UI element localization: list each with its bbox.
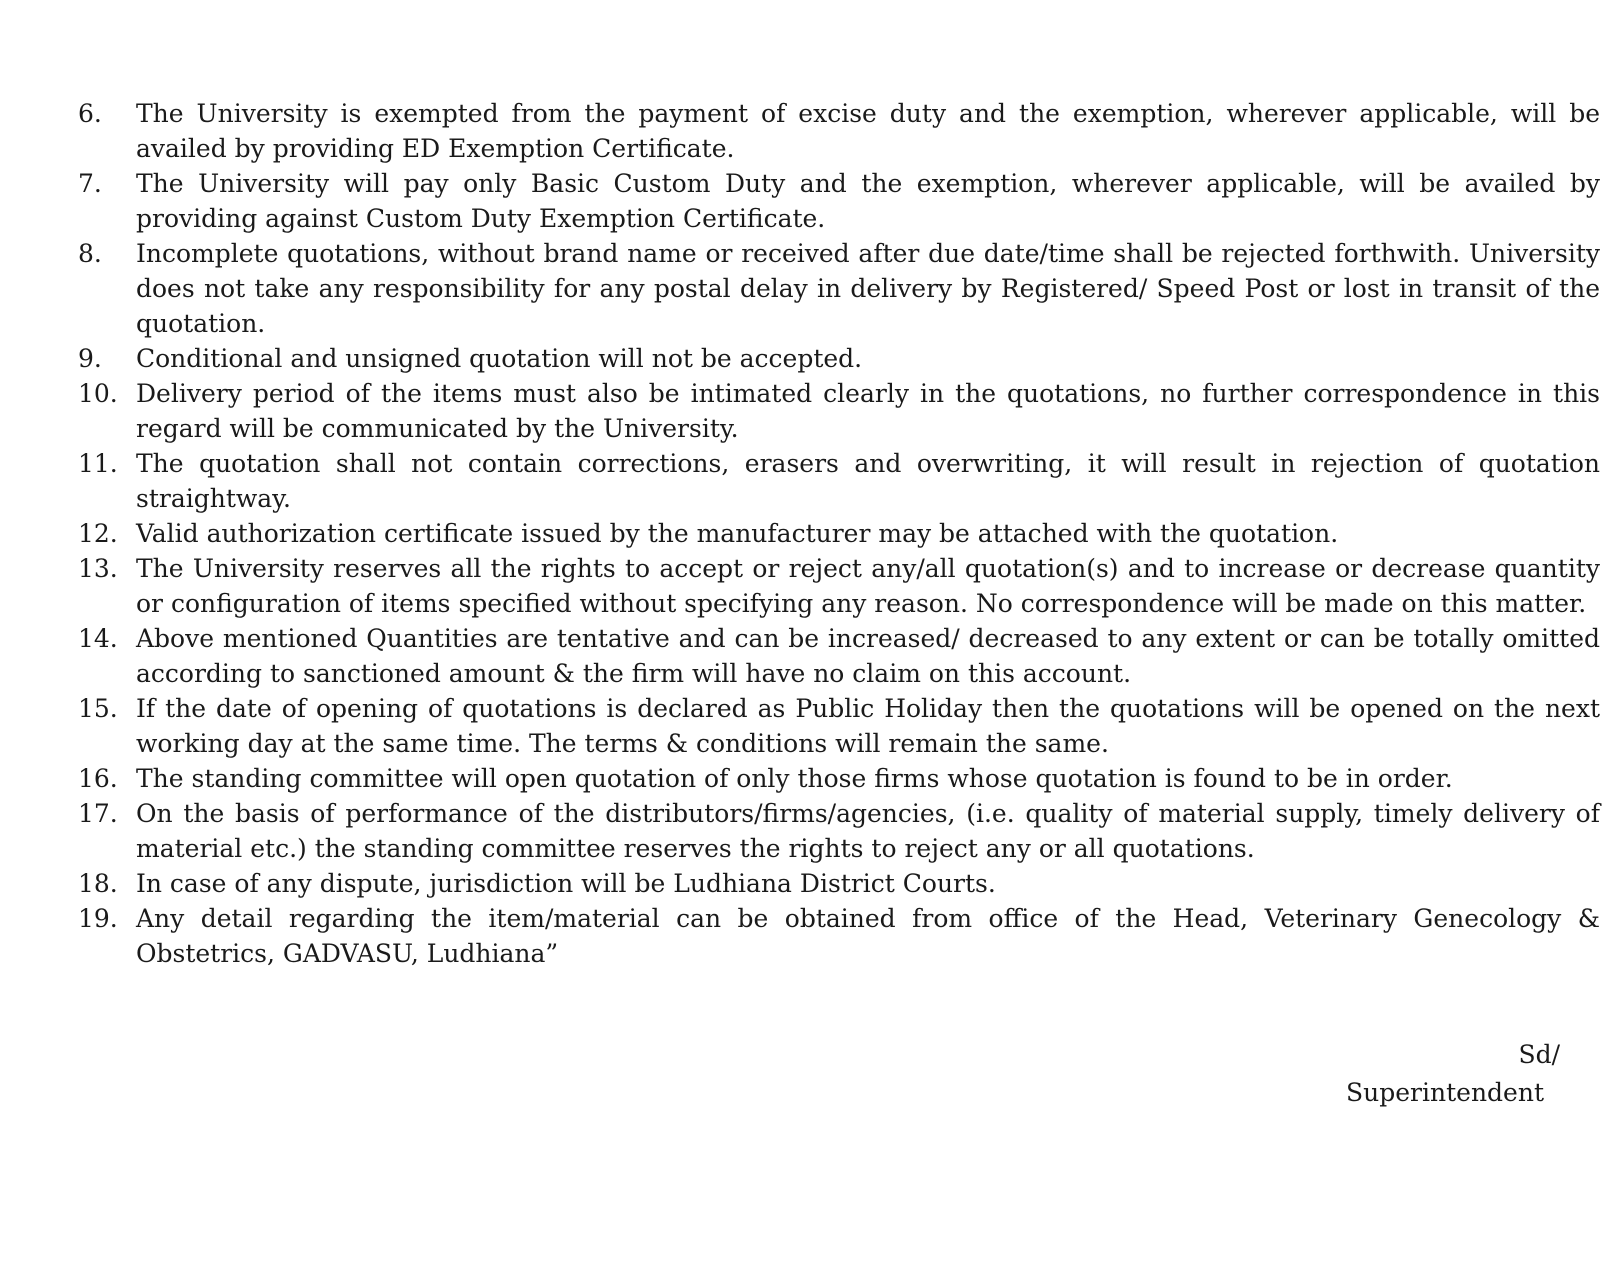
term-item-11 (78, 446, 1600, 516)
signature-block (1346, 1036, 1560, 1112)
term-item-10 (78, 376, 1600, 446)
term-number: 12. (78, 519, 118, 548)
term-item-19 (78, 901, 1600, 971)
term-item-9 (78, 341, 1600, 376)
term-item-12 (78, 516, 1600, 551)
term-text: Above mentioned Quantities are tentative and can be increased/ decreased to any extent or can be totally omitted according to sanctioned amount & the firm will have no claim on this account. (136, 624, 1600, 688)
signature-title: Superintendent (1346, 1078, 1544, 1107)
term-item-14 (78, 621, 1600, 691)
term-text: Valid authorization certificate issued by the manufacturer may be attached with the quotation. (136, 519, 1339, 548)
term-number: 9. (78, 344, 102, 373)
term-text: In case of any dispute, jurisdiction will be Ludhiana District Courts. (136, 869, 996, 898)
signature-sd: Sd/ (1518, 1040, 1560, 1069)
term-text: The University will pay only Basic Custom Duty and the exemption, wherever applicable, will be availed by providing against Custom Duty Exemption Certificate. (136, 169, 1600, 233)
term-number: 13. (78, 554, 118, 583)
term-item-15 (78, 691, 1600, 761)
term-item-16 (78, 761, 1600, 796)
term-number: 8. (78, 239, 102, 268)
term-text: Conditional and unsigned quotation will not be accepted. (136, 344, 863, 373)
term-text: The University reserves all the rights to accept or reject any/all quotation(s) and to increase or decrease quantity or configuration of items specified without specifying any reason. No correspondence will be made on this matter. (136, 554, 1600, 618)
term-number: 16. (78, 764, 118, 793)
term-item-18 (78, 866, 1600, 901)
term-text: The standing committee will open quotation of only those firms whose quotation is found to be in order. (136, 764, 1453, 793)
term-text: On the basis of performance of the distributors/firms/agencies, (i.e. quality of material supply, timely delivery of material etc.) the standing committee reserves the rights to reject any or all quotations. (136, 799, 1600, 863)
term-text: If the date of opening of quotations is declared as Public Holiday then the quotations will be opened on the next working day at the same time. The terms & conditions will remain the same. (136, 694, 1600, 758)
term-number: 6. (78, 99, 102, 128)
term-number: 18. (78, 869, 118, 898)
term-number: 19. (78, 904, 118, 933)
term-item-7 (78, 166, 1600, 236)
term-item-17 (78, 796, 1600, 866)
term-text: The University is exempted from the payment of excise duty and the exemption, wherever applicable, will be availed by providing ED Exemption Certificate. (136, 99, 1600, 163)
term-item-8 (78, 236, 1600, 341)
term-number: 11. (78, 449, 118, 478)
term-text: The quotation shall not contain corrections, erasers and overwriting, it will result in rejection of quotation straightway. (136, 449, 1600, 513)
term-text: Any detail regarding the item/material can be obtained from office of the Head, Veterinary Genecology & Obstetrics, GADVASU, Ludhiana” (136, 904, 1600, 968)
term-item-13 (78, 551, 1600, 621)
term-text: Incomplete quotations, without brand name or received after due date/time shall be rejected forthwith. University does not take any responsibility for any postal delay in delivery by Registered/ Speed Post or lost in transit of the quotation. (136, 239, 1600, 338)
term-number: 10. (78, 379, 118, 408)
term-number: 7. (78, 169, 102, 198)
terms-list (78, 96, 1600, 971)
term-number: 14. (78, 624, 118, 653)
term-number: 15. (78, 694, 118, 723)
term-text: Delivery period of the items must also be intimated clearly in the quotations, no further correspondence in this regard will be communicated by the University. (136, 379, 1600, 443)
term-number: 17. (78, 799, 118, 828)
term-item-6 (78, 96, 1600, 166)
